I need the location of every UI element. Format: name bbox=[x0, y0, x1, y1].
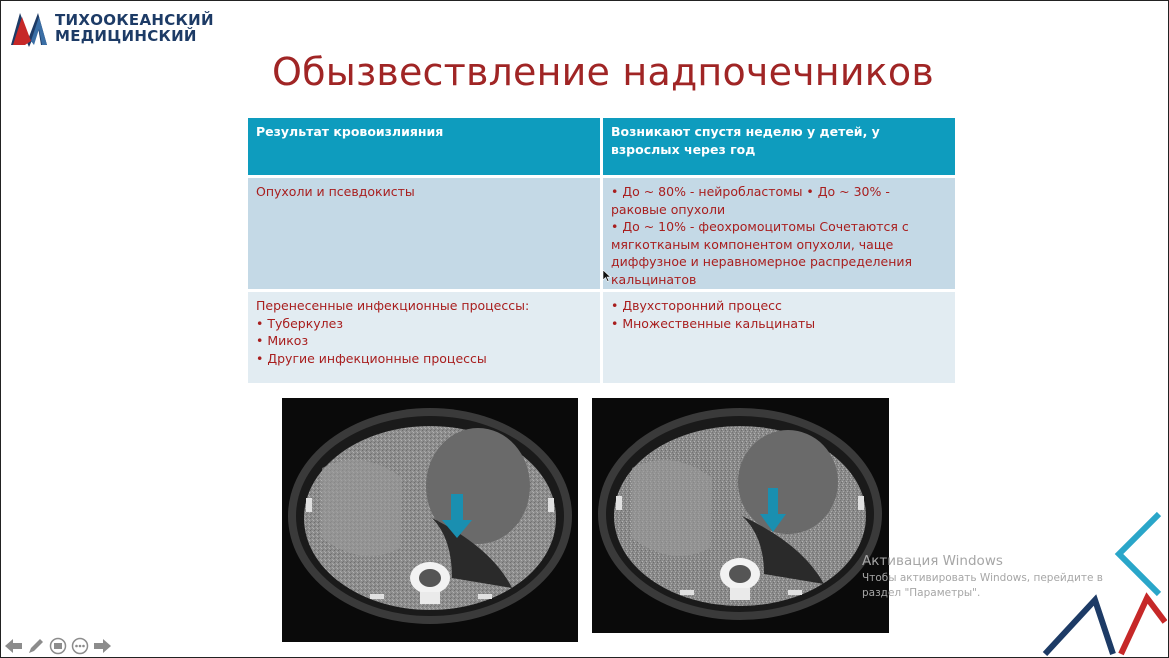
table-row2-cell1-line: • Микоз bbox=[256, 333, 309, 348]
pacific-medical-logo-icon bbox=[9, 9, 49, 47]
table-header-cell-1: Результат кровоизлияния bbox=[248, 118, 600, 175]
more-icon[interactable] bbox=[70, 636, 90, 656]
logo-text-line2: МЕДИЦИНСКИЙ bbox=[55, 27, 197, 45]
table-row2-cell1-line: • Другие инфекционные процессы bbox=[256, 350, 487, 366]
windows-activation-text: Чтобы активировать Windows, перейдите в раздел "Параметры". bbox=[862, 572, 1103, 599]
table-row2-cell1-line: • Туберкулез bbox=[256, 315, 343, 331]
table-row1-cell1: Опухоли и псевдокисты bbox=[248, 178, 600, 289]
info-table bbox=[248, 118, 955, 383]
table-row1-cell2-line: • До ~ 10% - феохромоцитомы Сочетаются с мягкотканым компонентом опухоли, чаще диффузное и неравномерное распределения кальцинатов bbox=[611, 219, 913, 287]
table-header-cell-2: Возникают спустя неделю у детей, у взрослых через год bbox=[603, 118, 955, 175]
arrow-left-icon[interactable] bbox=[4, 636, 24, 656]
windows-activation-title: Активация Windows bbox=[862, 553, 1003, 569]
table-row2-cell1 bbox=[248, 292, 600, 383]
table-row1-cell2 bbox=[603, 178, 955, 289]
slides-icon[interactable] bbox=[48, 636, 68, 656]
slide-navigation bbox=[4, 636, 112, 656]
arrow-right-icon[interactable] bbox=[92, 636, 112, 656]
table-row2-cell2-line: • Двухсторонний процесс bbox=[611, 298, 782, 313]
table-row1-cell2-line: • До ~ 80% - нейробластомы • До ~ 30% - раковые опухоли bbox=[611, 184, 890, 217]
table-row2-cell2 bbox=[603, 292, 955, 383]
ct-scan-right bbox=[592, 398, 889, 633]
ct-scan-left bbox=[282, 398, 578, 642]
table-row2-cell1-line: Перенесенные инфекционные процессы: bbox=[256, 298, 530, 313]
table-row2-cell2-line: • Множественные кальцинаты bbox=[611, 315, 816, 331]
pen-icon[interactable] bbox=[26, 636, 46, 656]
logo bbox=[9, 9, 214, 49]
logo-text-line1: ТИХООКЕАНСКИЙ bbox=[55, 11, 214, 29]
slide-title: Обызвествление надпочечников bbox=[272, 50, 934, 94]
corner-decoration bbox=[1035, 510, 1167, 656]
mouse-cursor-icon bbox=[603, 270, 611, 282]
